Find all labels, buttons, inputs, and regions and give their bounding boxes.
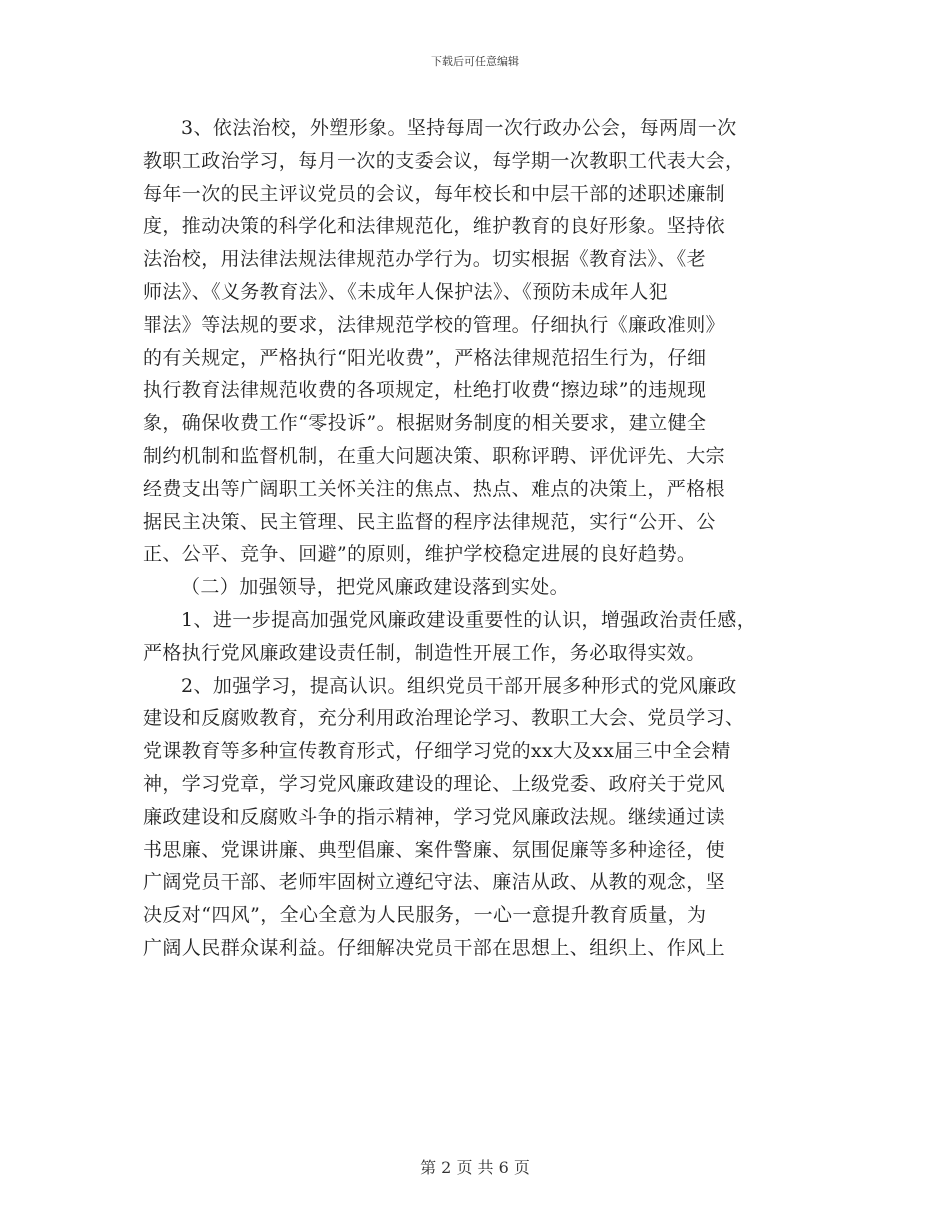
page-footer: 第 2 页 共 6 页 <box>420 1158 530 1177</box>
text-line: 2、加强学习，提高认识。组织党员干部开展多种形式的党风廉政 <box>181 674 737 697</box>
section-heading: （二）加强领导，把党风廉政建设落到实处。 <box>181 576 570 599</box>
text-line: 法治校，用法律法规法律规范办学行为。切实根据《教育法》、《老 <box>143 248 707 271</box>
text-line: 据民主决策、民主管理、民主监督的程序法律规范，实行“公开、公 <box>143 510 716 533</box>
text-line: 的有关规定，严格执行“阳光收费”，严格法律规范招生行为，仔细 <box>143 346 707 369</box>
text-line: 广阔党员干部、老师牢固树立遵纪守法、廉洁从政、从教的观念，坚 <box>143 871 726 894</box>
text-line: 1、进一步提高加强党风廉政建设重要性的认识，增强政治责任感， <box>181 608 757 631</box>
text-line: 度，推动决策的科学化和法律规范化，维护教育的良好形象。坚持依 <box>143 215 726 238</box>
text-line: 廉政建设和反腐败斗争的指示精神，学习党风廉政法规。继续通过读 <box>143 805 726 828</box>
text-line: 执行教育法律规范收费的各项规定，杜绝打收费“擦边球”的违规现 <box>143 379 707 402</box>
text-line: 广阔人民群众谋利益。仔细解决党员干部在思想上、组织上、作风上 <box>143 936 726 959</box>
text-line: 经费支出等广阔职工关怀关注的焦点、热点、难点的决策上，严格根 <box>143 477 726 500</box>
text-line: 师法》、《义务教育法》、《未成年人保护法》、《预防未成年人犯 <box>143 280 669 303</box>
text-line: 书思廉、党课讲廉、典型倡廉、案件警廉、氛围促廉等多种途径，使 <box>143 838 726 861</box>
text-line: 正、公平、竞争、回避”的原则，维护学校稳定进展的良好趋势。 <box>143 543 697 566</box>
text-line: 制约机制和监督机制，在重大问题决策、职称评聘、评优评先、大宗 <box>143 444 726 467</box>
text-line: 神，学习党章，学习党风廉政建设的理论、上级党委、政府关于党风 <box>143 772 726 795</box>
page-header: 下载后可任意编辑 <box>431 55 519 68</box>
text-line: 每年一次的民主评议党员的会议，每年校长和中层干部的述职述廉制 <box>143 182 726 205</box>
text-line: 罪法》等法规的要求，法律规范学校的管理。仔细执行《廉政准则》 <box>143 313 726 336</box>
text-line: 党课教育等多种宣传教育形式，仔细学习党的xx大及xx届三中全会精 <box>143 740 731 763</box>
text-line: 象，确保收费工作“零投诉”。根据财务制度的相关要求，建立健全 <box>143 412 707 435</box>
text-line: 3、依法治校，外塑形象。坚持每周一次行政办公会，每两周一次 <box>181 117 737 139</box>
text-line: 教职工政治学习，每月一次的支委会议，每学期一次教职工代表大会， <box>143 149 745 172</box>
text-line: 严格执行党风廉政建设责任制，制造性开展工作，务必取得实效。 <box>143 641 706 664</box>
text-line: 决反对“四风”，全心全意为人民服务，一心一意提升教育质量，为 <box>143 904 707 927</box>
text-line: 建设和反腐败教育，充分利用政治理论学习、教职工大会、党员学习、 <box>143 707 745 730</box>
document-body <box>143 112 815 965</box>
